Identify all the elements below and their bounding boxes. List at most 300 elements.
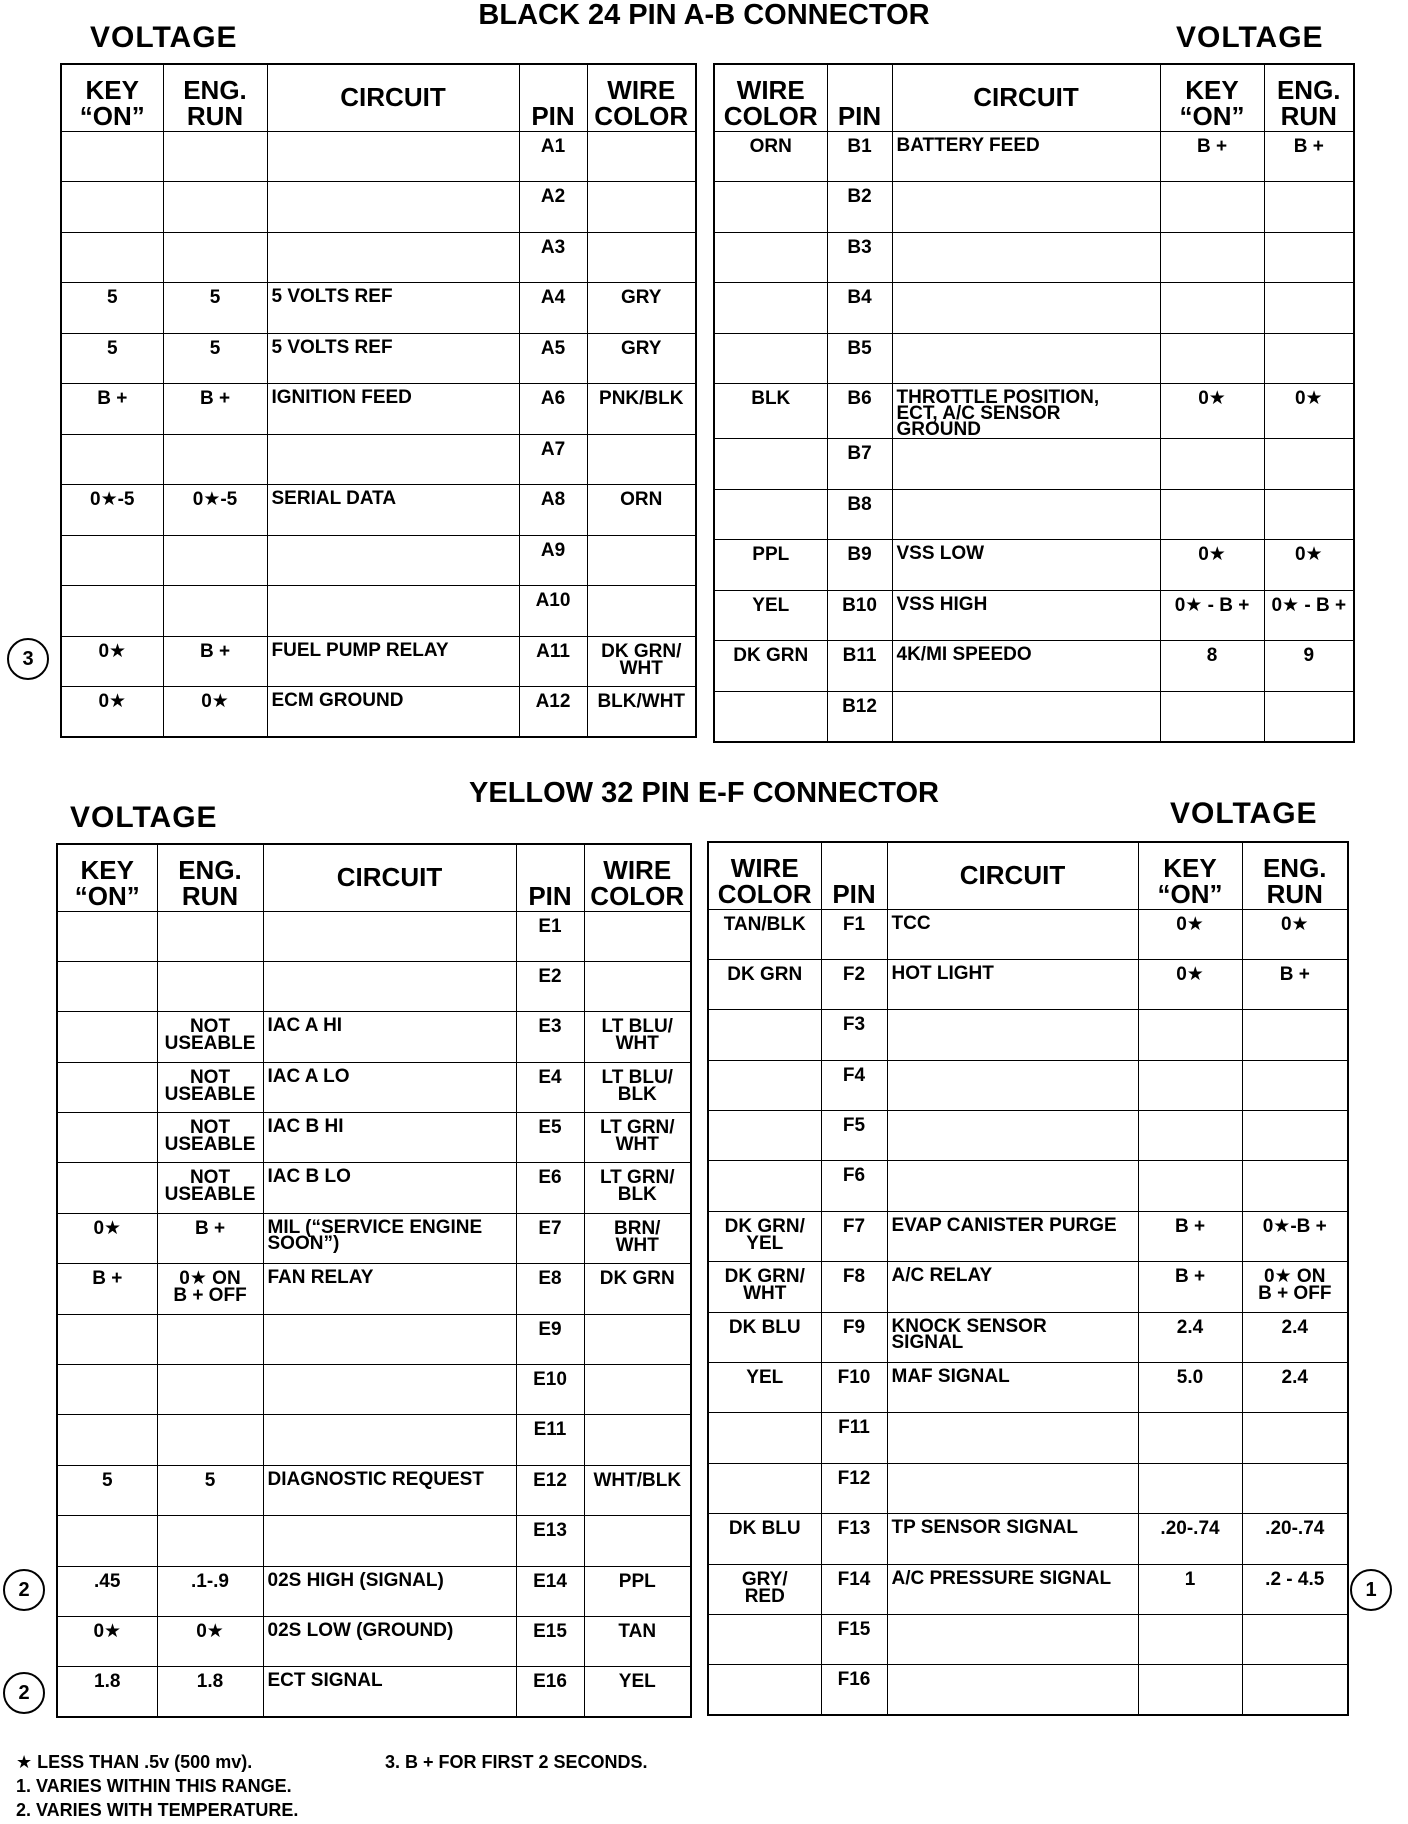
cell-pin: F14	[821, 1564, 887, 1614]
header-circuit: CIRCUIT	[892, 64, 1160, 131]
cell-run: NOT USEABLE	[157, 1163, 263, 1213]
cell-pin: B2	[827, 182, 892, 233]
cell-key: 8	[1160, 641, 1264, 692]
callout-note-1-f14: 1	[1350, 1569, 1392, 1611]
cell-pin: A1	[519, 131, 587, 182]
pin-row-b12	[714, 691, 1354, 742]
cell-key	[57, 911, 157, 961]
black-right-voltage-label: VOLTAGE	[1176, 21, 1324, 54]
pin-row-e12	[57, 1465, 691, 1515]
cell-run: 0★-B +	[1242, 1211, 1348, 1261]
cell-circuit	[263, 911, 516, 961]
header-pin: PIN	[827, 64, 892, 131]
pin-row-e14	[57, 1566, 691, 1616]
pin-row-e16	[57, 1667, 691, 1717]
header-eng-run: ENG. RUN	[1242, 842, 1348, 909]
cell-run	[1242, 1010, 1348, 1060]
note-star: ★ LESS THAN .5v (500 mv).	[16, 1752, 253, 1772]
cell-circuit	[267, 434, 519, 485]
cell-run	[163, 182, 267, 233]
pin-row-f10	[708, 1363, 1348, 1413]
cell-wire: ORN	[714, 131, 827, 182]
cell-pin: E9	[516, 1314, 584, 1364]
pin-row-e8	[57, 1264, 691, 1314]
cell-pin: F3	[821, 1010, 887, 1060]
cell-circuit	[887, 1060, 1138, 1110]
cell-run	[1242, 1614, 1348, 1664]
cell-wire: YEL	[708, 1363, 821, 1413]
cell-wire	[708, 1161, 821, 1211]
pin-row-f2	[708, 959, 1348, 1009]
cell-circuit: ECT SIGNAL	[263, 1667, 516, 1717]
pin-row-e15	[57, 1616, 691, 1666]
cell-circuit: SERIAL DATA	[267, 485, 519, 536]
cell-pin: A12	[519, 687, 587, 738]
yellow-left-table	[56, 843, 692, 1718]
cell-key	[61, 232, 163, 283]
cell-pin: F9	[821, 1312, 887, 1362]
cell-key: .45	[57, 1566, 157, 1616]
cell-key	[1138, 1413, 1242, 1463]
cell-run: 5	[157, 1465, 263, 1515]
cell-pin: A10	[519, 586, 587, 637]
cell-wire	[584, 961, 691, 1011]
cell-run: 1.8	[157, 1667, 263, 1717]
cell-wire: YEL	[584, 1667, 691, 1717]
cell-wire: GRY	[587, 333, 696, 384]
cell-wire	[584, 1415, 691, 1465]
cell-wire	[584, 1314, 691, 1364]
cell-run	[163, 434, 267, 485]
header-key-on: KEY “ON”	[57, 844, 157, 911]
pin-row-f1	[708, 909, 1348, 959]
cell-wire	[708, 1463, 821, 1513]
cell-wire: BLK/WHT	[587, 687, 696, 738]
cell-run: .20-.74	[1242, 1514, 1348, 1564]
cell-key	[1160, 232, 1264, 283]
cell-circuit: BATTERY FEED	[892, 131, 1160, 182]
cell-wire: LT BLU/ BLK	[584, 1062, 691, 1112]
cell-run: 0★ ON B + OFF	[157, 1264, 263, 1314]
header-wire-color: WIRE COLOR	[708, 842, 821, 909]
cell-wire: PPL	[714, 540, 827, 591]
pin-row-e9	[57, 1314, 691, 1364]
cell-circuit: VSS HIGH	[892, 590, 1160, 641]
header-circuit: CIRCUIT	[887, 842, 1138, 909]
cell-pin: A7	[519, 434, 587, 485]
cell-circuit: KNOCK SENSOR SIGNAL	[887, 1312, 1138, 1362]
cell-key	[61, 131, 163, 182]
cell-key	[57, 1012, 157, 1062]
cell-key	[1160, 182, 1264, 233]
cell-pin: E1	[516, 911, 584, 961]
yellow-right-table	[707, 841, 1349, 1716]
cell-wire	[584, 1516, 691, 1566]
pin-row-a2	[61, 182, 696, 233]
cell-pin: B4	[827, 283, 892, 334]
cell-wire	[584, 1365, 691, 1415]
cell-run: B +	[1264, 131, 1354, 182]
cell-circuit	[263, 961, 516, 1011]
black-left-voltage-label: VOLTAGE	[90, 21, 238, 54]
pin-row-a1	[61, 131, 696, 182]
cell-key: 0★	[57, 1616, 157, 1666]
cell-run: B +	[157, 1213, 263, 1263]
header-key-on: KEY “ON”	[1160, 64, 1264, 131]
cell-wire: TAN/BLK	[708, 909, 821, 959]
cell-pin: B5	[827, 333, 892, 384]
header-key-on: KEY “ON”	[1138, 842, 1242, 909]
cell-run: B +	[163, 384, 267, 435]
cell-run: .1-.9	[157, 1566, 263, 1616]
cell-circuit	[887, 1111, 1138, 1161]
cell-wire: GRY	[587, 283, 696, 334]
cell-run	[1242, 1111, 1348, 1161]
cell-circuit	[892, 691, 1160, 742]
cell-wire: BRN/ WHT	[584, 1213, 691, 1263]
cell-pin: F15	[821, 1614, 887, 1664]
cell-circuit: IAC A LO	[263, 1062, 516, 1112]
cell-wire: DK GRN/ WHT	[708, 1262, 821, 1312]
pin-row-b10	[714, 590, 1354, 641]
cell-run	[1264, 182, 1354, 233]
pin-row-f9	[708, 1312, 1348, 1362]
pin-row-a6	[61, 384, 696, 435]
pin-row-e13	[57, 1516, 691, 1566]
cell-circuit	[887, 1010, 1138, 1060]
cell-wire: DK GRN	[584, 1264, 691, 1314]
pin-row-f6	[708, 1161, 1348, 1211]
cell-circuit: MAF SIGNAL	[887, 1363, 1138, 1413]
cell-wire	[587, 535, 696, 586]
cell-key	[1138, 1161, 1242, 1211]
cell-circuit: FUEL PUMP RELAY	[267, 636, 519, 687]
pin-row-e3	[57, 1012, 691, 1062]
cell-run: 0★	[157, 1616, 263, 1666]
cell-pin: B11	[827, 641, 892, 692]
cell-circuit	[887, 1614, 1138, 1664]
pin-row-f7	[708, 1211, 1348, 1261]
cell-key	[57, 1516, 157, 1566]
cell-key	[1160, 489, 1264, 540]
cell-wire	[714, 283, 827, 334]
cell-wire	[714, 182, 827, 233]
header-pin: PIN	[519, 64, 587, 131]
header-wire-color: WIRE COLOR	[714, 64, 827, 131]
cell-run	[1242, 1413, 1348, 1463]
cell-circuit: IAC A HI	[263, 1012, 516, 1062]
header-eng-run: ENG. RUN	[163, 64, 267, 131]
cell-circuit	[892, 283, 1160, 334]
cell-wire	[708, 1614, 821, 1664]
cell-circuit	[892, 439, 1160, 490]
cell-circuit	[267, 131, 519, 182]
cell-wire	[714, 439, 827, 490]
cell-wire: GRY/ RED	[708, 1564, 821, 1614]
cell-pin: A9	[519, 535, 587, 586]
yellow-right-voltage-label: VOLTAGE	[1170, 797, 1318, 830]
header-key-on: KEY “ON”	[61, 64, 163, 131]
pin-row-e7	[57, 1213, 691, 1263]
pin-row-a11	[61, 636, 696, 687]
cell-run: .2 - 4.5	[1242, 1564, 1348, 1614]
cell-run: NOT USEABLE	[157, 1113, 263, 1163]
cell-circuit	[267, 232, 519, 283]
cell-circuit	[892, 182, 1160, 233]
callout-note-2-e14: 2	[3, 1569, 45, 1611]
pin-row-a12	[61, 687, 696, 738]
cell-wire: TAN	[584, 1616, 691, 1666]
cell-pin: E5	[516, 1113, 584, 1163]
pin-row-b8	[714, 489, 1354, 540]
pin-row-b2	[714, 182, 1354, 233]
cell-circuit: 5 VOLTS REF	[267, 283, 519, 334]
cell-run: NOT USEABLE	[157, 1062, 263, 1112]
cell-pin: F1	[821, 909, 887, 959]
cell-circuit	[887, 1161, 1138, 1211]
cell-run	[157, 1516, 263, 1566]
pin-row-b4	[714, 283, 1354, 334]
cell-pin: A8	[519, 485, 587, 536]
cell-circuit	[263, 1415, 516, 1465]
pin-row-f4	[708, 1060, 1348, 1110]
cell-circuit	[892, 232, 1160, 283]
cell-run: 0★ - B +	[1264, 590, 1354, 641]
cell-circuit	[263, 1516, 516, 1566]
cell-circuit: VSS LOW	[892, 540, 1160, 591]
cell-run: 5	[163, 283, 267, 334]
cell-run	[1264, 691, 1354, 742]
cell-pin: B1	[827, 131, 892, 182]
cell-circuit: ECM GROUND	[267, 687, 519, 738]
cell-circuit: THROTTLE POSITION, ECT, A/C SENSOR GROUND	[892, 384, 1160, 439]
cell-key: 2.4	[1138, 1312, 1242, 1362]
cell-key	[61, 182, 163, 233]
pin-row-f5	[708, 1111, 1348, 1161]
cell-key: 0★	[1138, 909, 1242, 959]
cell-key	[1160, 691, 1264, 742]
cell-pin: E11	[516, 1415, 584, 1465]
pin-row-b7	[714, 439, 1354, 490]
cell-wire	[708, 1060, 821, 1110]
cell-run: 0★	[1242, 909, 1348, 959]
cell-pin: E13	[516, 1516, 584, 1566]
cell-key	[57, 1163, 157, 1213]
cell-run: 5	[163, 333, 267, 384]
cell-pin: B7	[827, 439, 892, 490]
black-connector-title: BLACK 24 PIN A-B CONNECTOR	[478, 0, 930, 31]
pin-row-e2	[57, 961, 691, 1011]
cell-pin: E12	[516, 1465, 584, 1515]
cell-run: 2.4	[1242, 1363, 1348, 1413]
pin-row-b5	[714, 333, 1354, 384]
cell-run	[163, 232, 267, 283]
pin-row-f12	[708, 1463, 1348, 1513]
cell-run	[1264, 439, 1354, 490]
cell-run: B +	[1242, 959, 1348, 1009]
pin-row-a7	[61, 434, 696, 485]
cell-pin: F2	[821, 959, 887, 1009]
cell-wire	[587, 434, 696, 485]
cell-run: NOT USEABLE	[157, 1012, 263, 1062]
cell-pin: F6	[821, 1161, 887, 1211]
cell-pin: B6	[827, 384, 892, 439]
pin-row-e1	[57, 911, 691, 961]
cell-wire	[708, 1665, 821, 1715]
cell-pin: A11	[519, 636, 587, 687]
cell-key	[57, 1365, 157, 1415]
note-1: 1. VARIES WITHIN THIS RANGE.	[16, 1776, 292, 1796]
cell-run	[1264, 232, 1354, 283]
cell-wire	[587, 182, 696, 233]
cell-key: 1.8	[57, 1667, 157, 1717]
cell-run	[1264, 489, 1354, 540]
pin-row-a4	[61, 283, 696, 334]
cell-circuit	[267, 586, 519, 637]
cell-run: B +	[163, 636, 267, 687]
callout-note-2-e16: 2	[3, 1672, 45, 1714]
cell-key	[1160, 439, 1264, 490]
cell-wire: DK GRN/ YEL	[708, 1211, 821, 1261]
cell-wire	[584, 911, 691, 961]
cell-pin: B10	[827, 590, 892, 641]
cell-circuit	[892, 489, 1160, 540]
cell-run	[163, 586, 267, 637]
pin-row-b6	[714, 384, 1354, 439]
cell-wire	[708, 1111, 821, 1161]
pin-row-b3	[714, 232, 1354, 283]
cell-key: 0★	[1160, 540, 1264, 591]
cell-pin: F8	[821, 1262, 887, 1312]
header-wire-color: WIRE COLOR	[587, 64, 696, 131]
cell-key	[57, 1062, 157, 1112]
cell-pin: E16	[516, 1667, 584, 1717]
cell-run	[1264, 333, 1354, 384]
cell-key	[57, 1415, 157, 1465]
pin-row-e10	[57, 1365, 691, 1415]
cell-pin: F11	[821, 1413, 887, 1463]
cell-wire: DK BLU	[708, 1514, 821, 1564]
cell-wire: LT GRN/ BLK	[584, 1163, 691, 1213]
cell-pin: F10	[821, 1363, 887, 1413]
cell-key	[1160, 333, 1264, 384]
pin-row-a5	[61, 333, 696, 384]
pin-row-a8	[61, 485, 696, 536]
cell-key	[1138, 1463, 1242, 1513]
cell-run	[157, 1365, 263, 1415]
cell-wire	[714, 333, 827, 384]
cell-circuit: A/C PRESSURE SIGNAL	[887, 1564, 1138, 1614]
cell-key: 0★	[1160, 384, 1264, 439]
pin-row-f11	[708, 1413, 1348, 1463]
header-pin: PIN	[516, 844, 584, 911]
cell-key: 0★ - B +	[1160, 590, 1264, 641]
cell-wire: YEL	[714, 590, 827, 641]
header-circuit: CIRCUIT	[263, 844, 516, 911]
cell-key	[1138, 1060, 1242, 1110]
cell-key	[57, 1314, 157, 1364]
cell-circuit: TCC	[887, 909, 1138, 959]
cell-pin: E10	[516, 1365, 584, 1415]
cell-wire: DK GRN	[708, 959, 821, 1009]
cell-key: B +	[1138, 1211, 1242, 1261]
cell-run	[1242, 1665, 1348, 1715]
cell-run	[157, 1415, 263, 1465]
cell-key	[1138, 1665, 1242, 1715]
cell-pin: E14	[516, 1566, 584, 1616]
cell-key: 5	[61, 283, 163, 334]
cell-circuit: DIAGNOSTIC REQUEST	[263, 1465, 516, 1515]
cell-key: 0★-5	[61, 485, 163, 536]
cell-key	[61, 434, 163, 485]
cell-circuit: A/C RELAY	[887, 1262, 1138, 1312]
cell-key: 5.0	[1138, 1363, 1242, 1413]
cell-key: .20-.74	[1138, 1514, 1242, 1564]
header-wire-color: WIRE COLOR	[584, 844, 691, 911]
header-pin: PIN	[821, 842, 887, 909]
cell-pin: B9	[827, 540, 892, 591]
cell-wire: DK BLU	[708, 1312, 821, 1362]
cell-pin: A3	[519, 232, 587, 283]
cell-key: 0★	[1138, 959, 1242, 1009]
cell-key: 1	[1138, 1564, 1242, 1614]
cell-wire	[587, 131, 696, 182]
cell-key: 5	[61, 333, 163, 384]
cell-circuit: TP SENSOR SIGNAL	[887, 1514, 1138, 1564]
cell-pin: F5	[821, 1111, 887, 1161]
pin-row-f8	[708, 1262, 1348, 1312]
cell-wire	[714, 691, 827, 742]
cell-circuit: IGNITION FEED	[267, 384, 519, 435]
pin-row-b9	[714, 540, 1354, 591]
cell-key: B +	[1160, 131, 1264, 182]
cell-pin: F4	[821, 1060, 887, 1110]
pin-row-f16	[708, 1665, 1348, 1715]
cell-pin: F7	[821, 1211, 887, 1261]
cell-run	[157, 961, 263, 1011]
cell-circuit	[263, 1365, 516, 1415]
cell-key	[1138, 1010, 1242, 1060]
cell-run: 9	[1264, 641, 1354, 692]
cell-key	[1160, 283, 1264, 334]
cell-pin: E7	[516, 1213, 584, 1263]
cell-run: 0★	[1264, 384, 1354, 439]
yellow-connector-title: YELLOW 32 PIN E-F CONNECTOR	[469, 777, 939, 809]
note-2: 2. VARIES WITH TEMPERATURE.	[16, 1800, 299, 1820]
cell-run	[157, 911, 263, 961]
cell-key	[1138, 1614, 1242, 1664]
cell-circuit: FAN RELAY	[263, 1264, 516, 1314]
cell-pin: F13	[821, 1514, 887, 1564]
callout-note-3: 3	[7, 638, 49, 680]
cell-run	[163, 535, 267, 586]
cell-pin: E4	[516, 1062, 584, 1112]
cell-wire: PNK/BLK	[587, 384, 696, 435]
cell-pin: A6	[519, 384, 587, 435]
header-eng-run: ENG. RUN	[1264, 64, 1354, 131]
cell-circuit: 5 VOLTS REF	[267, 333, 519, 384]
cell-circuit	[267, 182, 519, 233]
cell-run: 0★	[163, 687, 267, 738]
note-3: 3. B + FOR FIRST 2 SECONDS.	[385, 1752, 648, 1772]
black-right-table	[713, 63, 1355, 743]
cell-run: 0★-5	[163, 485, 267, 536]
cell-pin: A2	[519, 182, 587, 233]
cell-wire	[708, 1413, 821, 1463]
cell-circuit: HOT LIGHT	[887, 959, 1138, 1009]
pin-row-f15	[708, 1614, 1348, 1664]
cell-wire: LT BLU/ WHT	[584, 1012, 691, 1062]
